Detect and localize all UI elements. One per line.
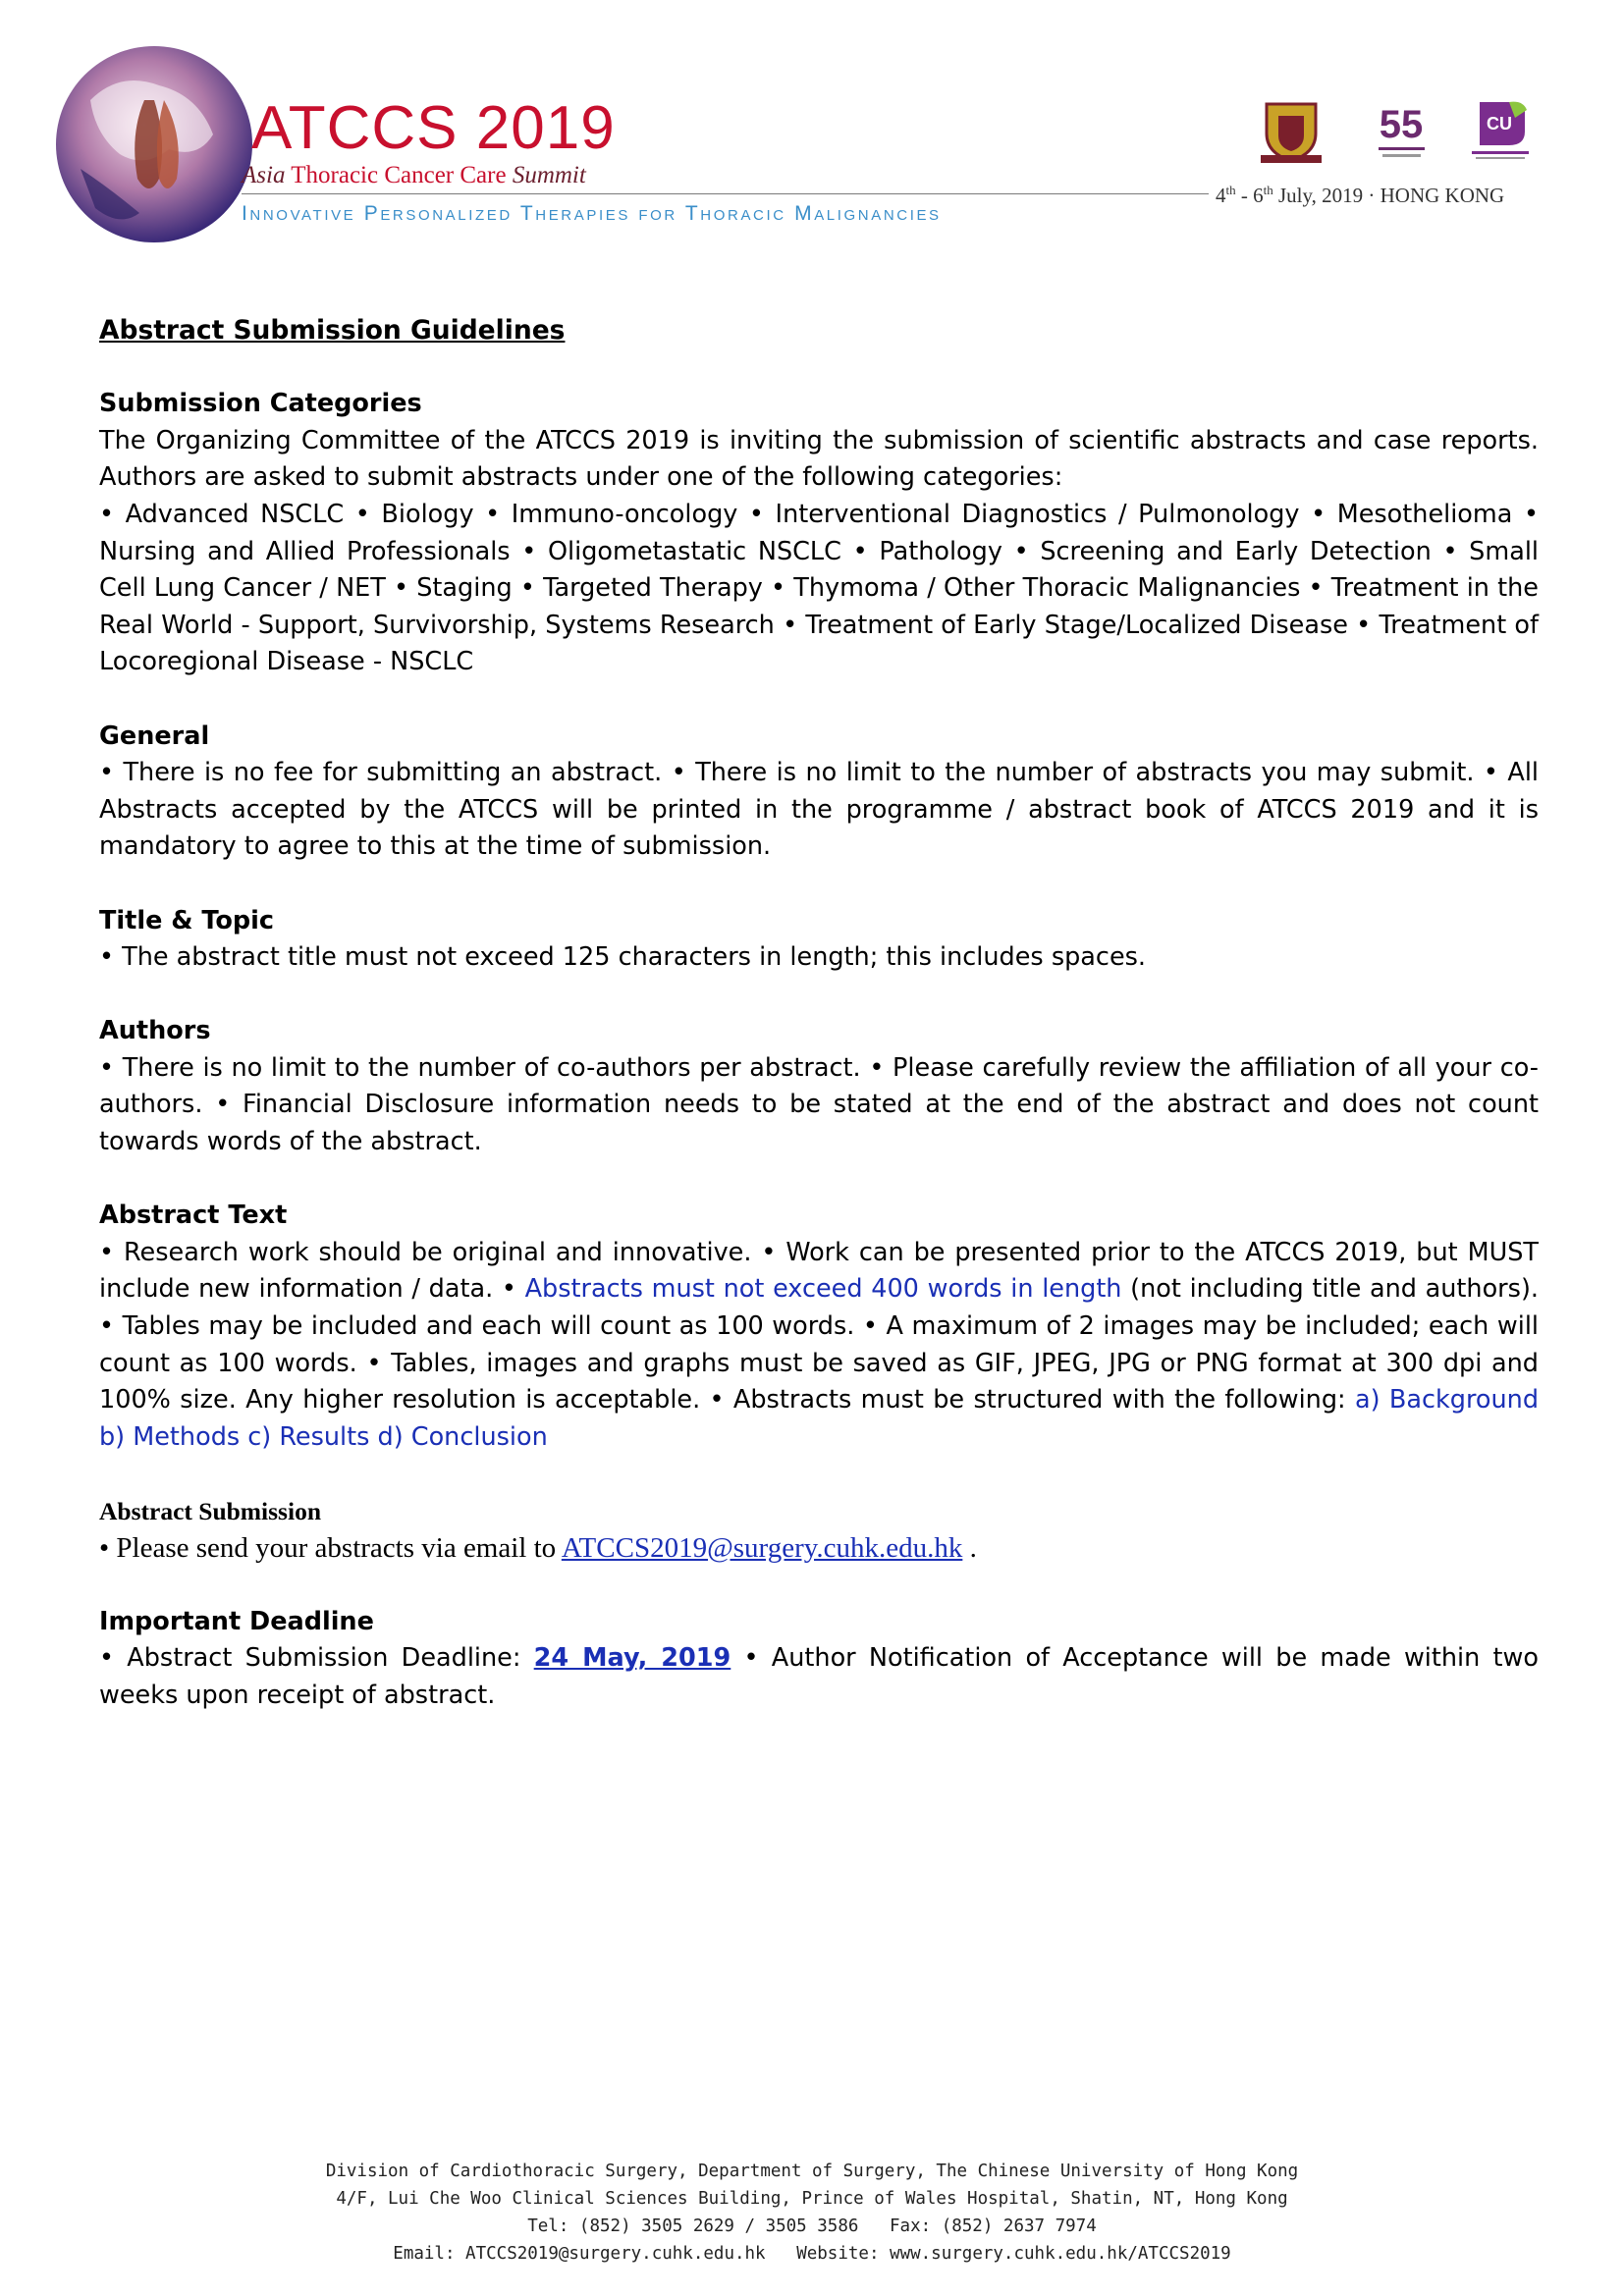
55th-anniversary-logo — [1375, 98, 1429, 163]
document-title: Abstract Submission Guidelines — [99, 315, 566, 346]
brand-tagline: Innovative Personalized Therapies for Thoracic Malignancies — [242, 202, 942, 225]
svg-text:CU: CU — [1487, 114, 1512, 133]
footer-fax-label: Fax: — [890, 2216, 942, 2236]
section-important-deadline — [99, 1604, 1539, 1715]
section-text: • There is no limit to the number of co-authors per abstract. • Please carefully review the affiliation of all your co-authors. • Financial Disclosure information needs to be stated at the end of the abstract and does not count towards words of the abstract. — [99, 1052, 1539, 1157]
brand-subtitle-part-1: Asia — [242, 162, 286, 188]
brand-subtitle-part-2: Thoracic Cancer Care — [291, 162, 507, 188]
date-start-sup: th — [1225, 183, 1236, 197]
section-heading: Abstract Submission — [99, 1497, 322, 1525]
section-text — [99, 1235, 1539, 1457]
section-heading: Authors — [99, 1016, 211, 1046]
header-divider — [242, 193, 1209, 194]
section-intro: The Organizing Committee of the ATCCS 2019 is inviting the submission of scientific abstracts and case reports. Authors are asked to submit abstracts under one of the following categories: — [99, 425, 1539, 493]
section-abstract-text — [99, 1198, 1539, 1456]
footer-tel: (852) 3505 2629 / 3505 3586 — [578, 2216, 859, 2236]
page-footer — [0, 2158, 1624, 2268]
submission-prefix: • Please send your abstracts via email to — [99, 1531, 562, 1564]
section-heading: Important Deadline — [99, 1606, 374, 1636]
footer-fax: (852) 2637 7974 — [941, 2216, 1097, 2236]
footer-contact — [0, 2213, 1624, 2240]
section-heading: Title & Topic — [99, 905, 274, 935]
footer-web — [0, 2240, 1624, 2268]
section-heading: Abstract Text — [99, 1201, 288, 1231]
category-list: • Advanced NSCLC • Biology • Immuno-oncology • Interventional Diagnostics / Pulmonology • Mesothelioma • Nursing and Allied Professionals • Oligometastatic NSCLC • Pathology • Screening and Early Detection • Small Cell Lung Cancer / NET • Staging • Targeted Therapy • Thymoma / Other Thoracic Malignancies • Treatment in the Real World - Support, Survivorship, Systems Research • Treatment of Early Stage/Localized Disease • Treatment of Locoregional Disease - NSCLC — [99, 499, 1539, 677]
footer-tel-label: Tel: — [527, 2216, 579, 2236]
footer-email[interactable]: ATCCS2019@surgery.cuhk.edu.hk — [465, 2244, 766, 2264]
event-date — [1216, 184, 1504, 206]
section-text — [99, 1530, 1539, 1568]
section-authors — [99, 1013, 1539, 1160]
section-general — [99, 719, 1539, 866]
footer-website[interactable]: www.surgery.cuhk.edu.hk/ATCCS2019 — [890, 2244, 1231, 2264]
brand-subtitle — [242, 163, 586, 187]
svg-text:55: 55 — [1379, 103, 1424, 146]
footer-line-1: Division of Cardiothoracic Surgery, Department of Surgery, The Chinese University of Hong Kong — [325, 2162, 1299, 2181]
page-header — [0, 0, 1624, 255]
brand-subtitle-part-3: Summit — [512, 162, 586, 188]
footer-website-label: Website: — [796, 2244, 891, 2264]
abstract-text-part-2: (not including title and authors). • Tables may be included and each will count as 100 words. • A maximum of 2 images may be included; each will count as 100 words. • Tables, images and graphs must be saved as GIF, JPEG, JPG or PNG format at 300 dpi and 100% size. Any higher resolution is acceptable. • Abstracts must be structured with the following: — [99, 1274, 1539, 1415]
section-text: • There is no fee for submitting an abstract. • There is no limit to the number of abstracts you may submit. • All Abstracts accepted by the ATCCS will be printed in the programme / abstract book of ATCCS 2019 and it is mandatory to agree to this at the time of submission. — [99, 758, 1539, 862]
deadline-prefix: • Abstract Submission Deadline: — [99, 1643, 534, 1674]
date-end-day: 6 — [1253, 184, 1264, 207]
date-rest: July, 2019 · HONG KONG — [1272, 184, 1505, 207]
section-heading: Submission Categories — [99, 389, 422, 419]
deadline-date-link[interactable]: 24 May, 2019 — [533, 1643, 731, 1674]
date-start-day: 4 — [1216, 184, 1226, 207]
cu-medicine-logo — [1466, 98, 1535, 163]
structure-highlight: a) Background b) Methods c) Results d) Conclusion — [99, 1385, 1540, 1452]
footer-line-2: 4/F, Lui Che Woo Clinical Sciences Building, Prince of Wales Hospital, Shatin, NT, Hong Kong — [336, 2189, 1288, 2209]
date-end-sup: th — [1263, 183, 1273, 197]
submission-email-link[interactable]: ATCCS2019@surgery.cuhk.edu.hk — [561, 1531, 963, 1564]
abstract-text-part-1: • Research work should be original and innovative. • Work can be presented prior to the ATCCS 2019, but MUST include new information / data. • — [99, 1237, 1539, 1305]
section-title-topic — [99, 903, 1539, 977]
date-separator: - — [1235, 184, 1254, 207]
deadline-suffix: • Author Notification of Acceptance will be made within two weeks upon receipt of abstract. — [99, 1643, 1539, 1710]
section-abstract-submission — [99, 1493, 1539, 1567]
globe-lungs-logo — [51, 41, 257, 247]
footer-email-label: Email: — [393, 2244, 466, 2264]
word-limit-highlight: Abstracts must not exceed 400 words in length — [524, 1274, 1122, 1305]
brand-title: ATCCS 2019 — [251, 94, 616, 162]
section-text: • The abstract title must not exceed 125 characters in length; this includes spaces. — [99, 942, 1147, 973]
university-crest-logo — [1257, 98, 1326, 165]
section-submission-categories — [99, 386, 1539, 681]
section-text — [99, 1640, 1539, 1714]
submission-suffix: . — [962, 1531, 977, 1564]
document-body — [99, 312, 1539, 1715]
section-heading: General — [99, 721, 210, 751]
